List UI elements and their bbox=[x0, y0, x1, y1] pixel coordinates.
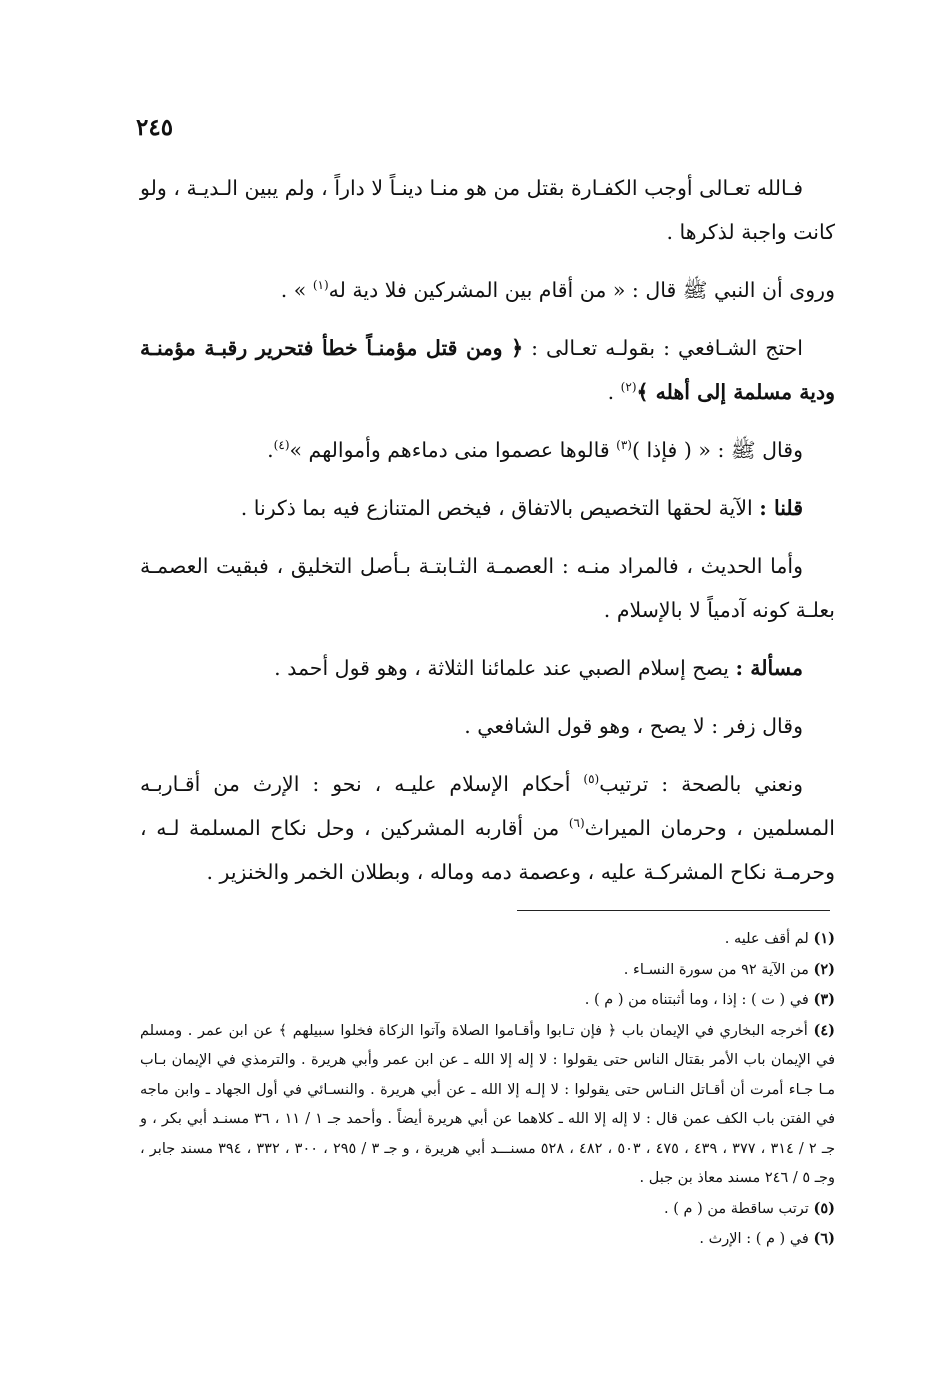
footnote-ref: (٣) bbox=[616, 438, 632, 453]
footnote: (١) لم أقف عليه . bbox=[724, 930, 835, 947]
paragraph: وقال زفر : لا يصح ، وهو قول الشافعي . bbox=[464, 714, 803, 738]
footnote-ref: (٢) bbox=[620, 380, 637, 395]
footnote-divider bbox=[517, 910, 830, 911]
footnote: (٥) ترتب ساقطة من ( م ) . bbox=[664, 1199, 835, 1217]
lead-word: قلنا : bbox=[759, 496, 803, 520]
main-text bbox=[140, 166, 835, 908]
paragraph: وأما الحديث ، فالمراد منـه : العصمـة الثـابتـة بـأصل التخليق ، فبقيت العصمـة بعلـة كونه آدمياً لا بالإسلام . bbox=[140, 554, 835, 622]
footnote: (٦) في ( م ) : الإرث . bbox=[699, 1230, 835, 1247]
quran-verse: ﴿ ومن قتل مؤمنـاً خطأ فتحرير رقبـة مؤمنـة ودية مسلمة إلى أهله ﴾ bbox=[140, 336, 835, 404]
footnote: (٣) في ( ت ) : إذا ، وما أثبتناه من ( م ) . bbox=[584, 991, 835, 1008]
paragraph: فـالله تعـالى أوجب الكفـارة بقتل من هو منـا دينـاً لا داراً ، ولم يبين الـديـة ، ولو كانت واجبة لذكرها . bbox=[140, 176, 835, 244]
paragraph: ونعني بالصحة : ترتيب$^{(٥)}$ أحكام الإسلام عليـه ، نحو : الإرث من أقـاربـه المسلمين ، وحرمان الميراث$^{(٦)}$ من أقاربه المشركين ، وحل نكاح المسلمة لـه ، وحرمـة نكاح المشركـة عليه ، وعصمة دمه وماله ، وبطلان الخمر والخنزير . bbox=[140, 772, 835, 884]
footnote-ref: (٥) bbox=[583, 772, 600, 787]
paragraph: وروى أن النبي ﷺ قال : « من أقام بين المشركين فلا دية له$^{(١)}$ » . bbox=[280, 278, 835, 302]
page-number: ٢٤٥ bbox=[136, 114, 174, 141]
paragraph: قلنا : الآية لحقها التخصيص بالاتفاق ، فيخص المتنازع فيه بما ذكرنا . bbox=[240, 496, 803, 520]
footnote-ref: (٦) bbox=[568, 816, 585, 831]
footnote: (٢) من الآية ٩٢ من سورة النسـاء . bbox=[623, 960, 835, 978]
paragraph: احتج الشـافعي : بقولـه تعـالى : ﴿ ومن قتل مؤمنـاً خطأ فتحرير رقبـة مؤمنـة ودية مسلمة إلى أهله ﴾$^{(٢)}$ . bbox=[140, 336, 835, 404]
footnote: (٤) أخرجه البخاري في الإيمان باب ﴿ فإن تـابوا وأقـاموا الصلاة وآتوا الزكاة فخلوا سبيلهم ﴾ عن ابن عمر . ومسلم في الإيمان باب الأمر بقتال الناس حتى يقولوا : لا إله إلا الله ـ عن ابن عمر وأبي هريرة . والترمذي في الإيمان بـاب مـا جـاء أمرت أن أقـاتل النـاس حتى يقولوا : لا إلـه إلا الله ـ عن أبي هريرة . والنسـائي في أول الجهاد ـ وابن ماجه في الفتن باب الكف عمن قال : لا إله إلا الله ـ كلاهما عن أبي هريرة أيضاً . وأحمد جـ ١ / ١١ ، ٣٦ مسنـد أبي بكر ، و جـ ٢ / ٣١٤ ، ٣٧٧ ، ٤٣٩ ، ٤٧٥ ، ٥٠٣ ، ٤٨٢ ، ٥٢٨ مسنـــد أبي هريرة ، و جـ ٣ / ٢٩٥ ، ٣٠٠ ، ٣٣٢ ، ٣٩٤ مسند جابر ، وجـ ٥ / ٢٤٦ مسند معاذ بن جبل . bbox=[140, 1021, 836, 1186]
paragraph: مسألة : يصح إسلام الصبي عند علمائنا الثلاثة ، وهو قول أحمد . bbox=[274, 656, 803, 680]
footnote-ref: (١) bbox=[312, 278, 329, 293]
paragraph: وقال ﷺ : « ( فإذا )$^{(٣)}$ قالوها عصموا منى دماءهم وأموالهم »$^{(٤)}$. bbox=[267, 438, 803, 462]
footnotes bbox=[140, 924, 835, 1255]
lead-word: مسألة : bbox=[735, 656, 803, 680]
footnote-ref: (٤) bbox=[273, 438, 290, 453]
